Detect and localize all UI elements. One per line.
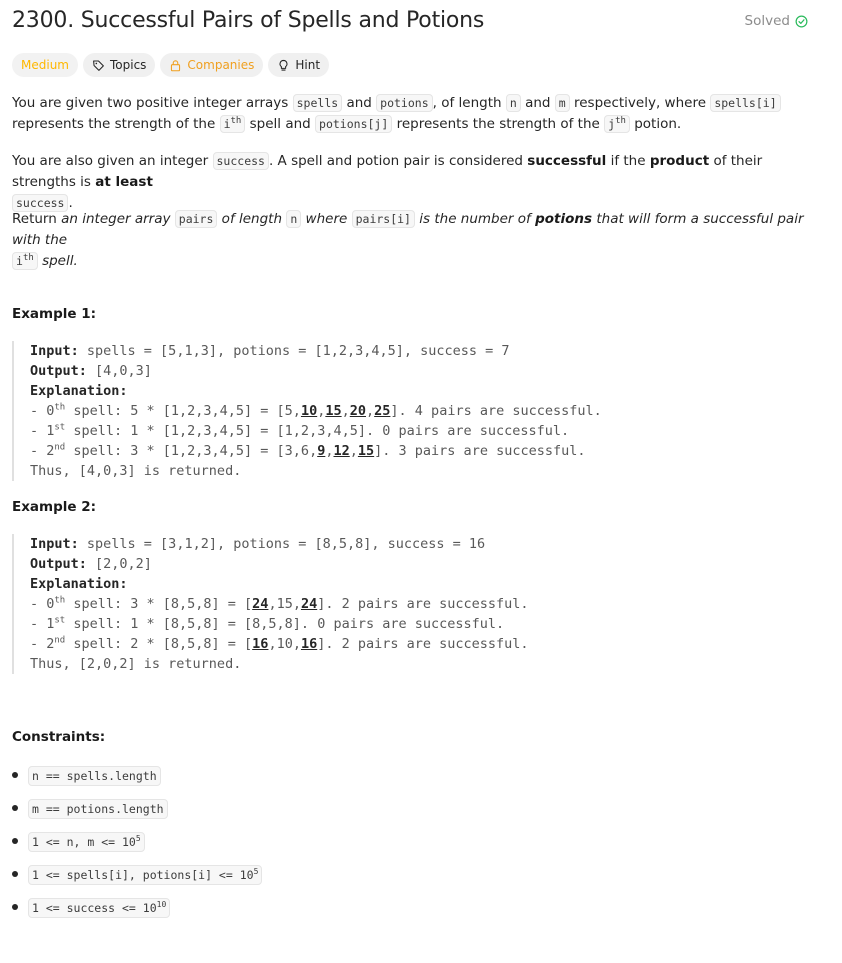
inline-code: pairs bbox=[175, 210, 218, 228]
inline-code: potions[j] bbox=[315, 115, 392, 133]
constraint-item: m == potions.length bbox=[28, 799, 168, 819]
check-circle-icon bbox=[795, 15, 808, 28]
topics-button[interactable] bbox=[83, 53, 155, 77]
example-1-heading: Example 1: bbox=[12, 306, 97, 322]
tag-icon bbox=[92, 59, 105, 72]
difficulty-label: Medium bbox=[21, 58, 69, 72]
constraints-heading: Constraints: bbox=[12, 729, 106, 745]
inline-code: n bbox=[286, 210, 301, 228]
example-2-heading: Example 2: bbox=[12, 499, 97, 515]
constraint-item: 1 <= n, $m <= 10^5$ bbox=[28, 832, 145, 852]
constraint-item: 1 <= spells[i], potions[i] <= $10^5$ bbox=[28, 865, 262, 885]
hint-label: Hint bbox=[295, 58, 321, 72]
inline-code: n bbox=[506, 94, 521, 112]
topics-label: Topics bbox=[109, 58, 147, 72]
inline-code: success bbox=[213, 152, 269, 170]
companies-button[interactable] bbox=[160, 53, 263, 77]
description-paragraph-3: Return an integer array pairs of length n where pairs[i] is the number of potions that will form a successful pair with the $i^{th}$ spell. bbox=[12, 211, 804, 269]
bullet bbox=[12, 904, 18, 910]
bullet bbox=[12, 772, 18, 778]
inline-code: potions bbox=[376, 94, 432, 112]
description-paragraph-1: You are given two positive integer arrays spells and potions , of length n and m respectively, where spells[i] represents the strength of the $i^{th}$ spell and potions[j] represents the strength of the $j^{th}$ potion. bbox=[12, 93, 812, 135]
inline-code: $i^{th}$ bbox=[220, 115, 246, 133]
description-paragraph-2: You are also given an integer success . A spell and potion pair is considered successful if the product of their strengths is at least success . bbox=[12, 153, 763, 211]
example-2-block: Input: spells = [3,1,2], potions = [8,5,8], success = 16 Output: [2,0,2] Explanation: - 0th spell: 3 * [8,5,8] = [24,15,24]. 2 pairs are successful. - 1st spell: 1 * [8,5,8] = [8,5,8]. 0 pairs are successful. - 2nd spell: 2 * [8,5,8] = [16,10,16]. 2 pairs are successful. Thus, [2,0,2] is returned. bbox=[12, 534, 820, 674]
solved-status bbox=[745, 13, 808, 29]
constraint-item: n == spells.length bbox=[28, 766, 161, 786]
example-1-block: Input: spells = [5,1,3], potions = [1,2,3,4,5], success = 7 Output: [4,0,3] Explanation: - 0th spell: 5 * [1,2,3,4,5] = [5,10,15,20,25]. 4 pairs are successful. - 1st spell: 1 * [1,2,3,4,5] = [1,2,3,4,5]. 0 pairs are successful. - 2nd spell: 3 * [1,2,3,4,5] = [3,6,9,12,15]. 3 pairs are successful. Thus, [4,0,3] is returned. bbox=[12, 341, 820, 481]
lightbulb-icon bbox=[277, 59, 290, 72]
solved-label: Solved bbox=[744, 13, 790, 29]
inline-code: pairs[i] bbox=[352, 210, 415, 228]
inline-code: m bbox=[555, 94, 570, 112]
inline-code: spells bbox=[293, 94, 343, 112]
tag-bar bbox=[12, 53, 329, 77]
bullet bbox=[12, 805, 18, 811]
lock-icon bbox=[169, 59, 182, 72]
hint-button[interactable] bbox=[268, 53, 329, 77]
bullet bbox=[12, 871, 18, 877]
difficulty-badge[interactable] bbox=[12, 53, 78, 77]
bullet bbox=[12, 838, 18, 844]
inline-code: $j^{th}$ bbox=[604, 115, 630, 133]
problem-title: 2300. Successful Pairs of Spells and Potions bbox=[12, 8, 485, 33]
constraint-item: 1 <= success <= $10^{10}$ bbox=[28, 898, 170, 918]
companies-label: Companies bbox=[187, 58, 255, 72]
inline-code: spells[i] bbox=[710, 94, 780, 112]
inline-code: $i^{th}$ bbox=[12, 252, 38, 270]
inline-code: success bbox=[12, 194, 68, 212]
